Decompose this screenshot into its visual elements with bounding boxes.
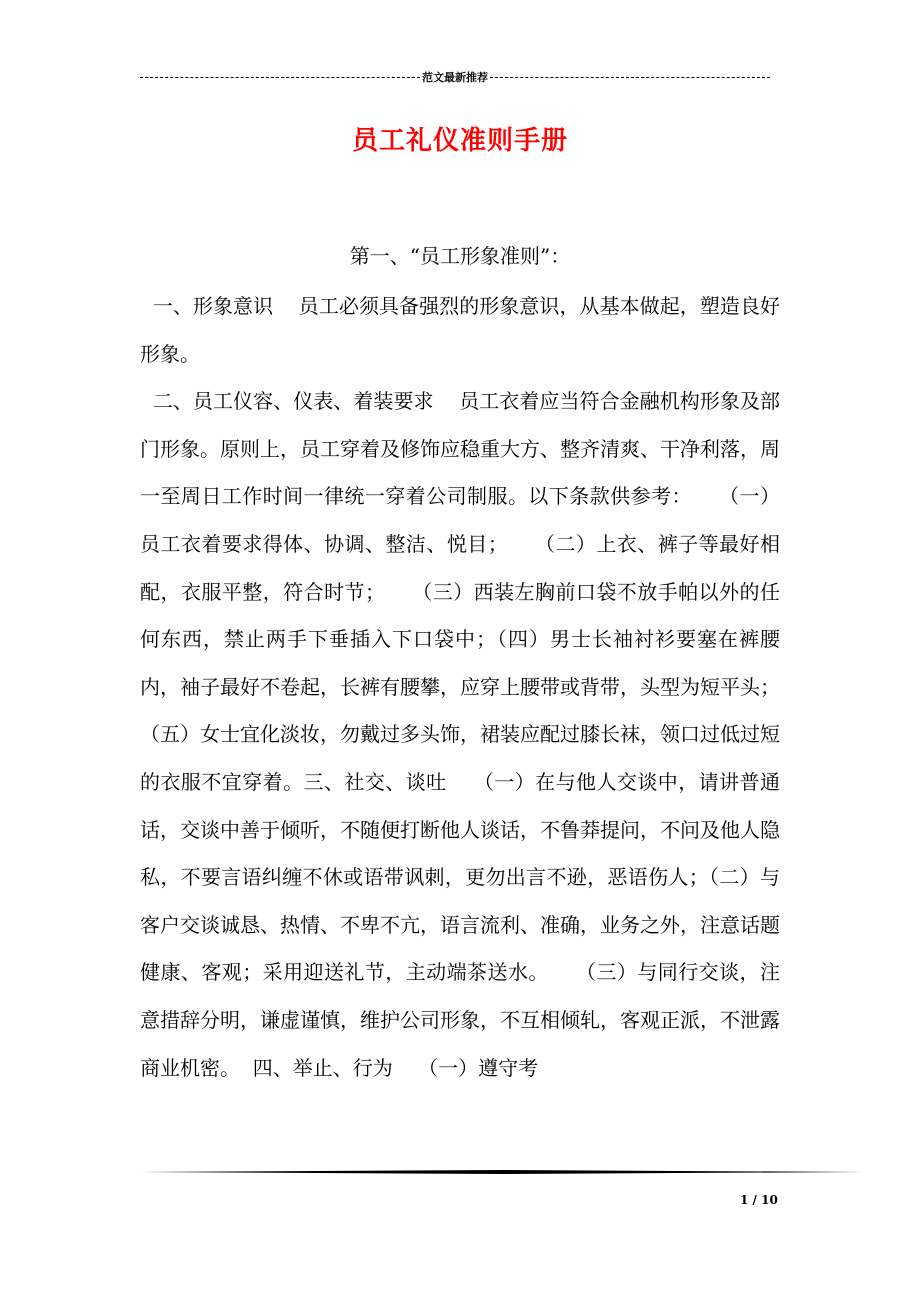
- header-dash-left: [140, 77, 420, 78]
- page-number: 1 / 10: [740, 1193, 778, 1207]
- page-header: [140, 68, 770, 86]
- section-heading: 第一、“员工形象准则”：: [349, 244, 571, 268]
- document-title: 员工礼仪准则手册: [351, 126, 568, 156]
- footer-rule: [140, 1170, 864, 1173]
- header-label: 范文最新推荐: [422, 71, 488, 84]
- header-dash-right: [490, 77, 770, 78]
- document-body: 一、形象意识 员工必须具备强烈的形象意识，从基本做起，塑造良好形象。 二、员工仪容、仪表、着装要求 员工衣着应当符合金融机构形象及部门形象。原则上，员工穿着及修饰应稳重大方、整齐清爽、干净利落，周一至周日工作时间一律统一穿着公司制服。以下条款供参考： （一）员工衣着要求得体、协调、整洁、悦目； （二）上衣、裤子等最好相配，衣服平整，符合时节； （三）西装左胸前口袋不放手帕以外的任何东西，禁止两手下垂插入下口袋中；（四）男士长袖衬衫要塞在裤腰内，袖子最好不卷起，长裤有腰攀，应穿上腰带或背带，头型为短平头； （五）女士宜化淡妆，勿戴过多头饰，裙装应配过膝长袜，领口过低过短的衣服不宜穿着。三、社交、谈吐 （一）在与他人交谈中，请讲普通话，交谈中善于倾听，不随便打断他人谈话，不鲁莽提问，不问及他人隐私，不要言语纠缠不休或语带讽刺，更勿出言不逊，恶语伤人；（二）与客户交谈诚恳、热情、不卑不亢，语言流利、准确，业务之外，注意话题健康、客观；采用迎送礼节，主动端茶送水。 （三）与同行交谈，注意措辞分明，谦虚谨慎，维护公司形象，不互相倾轧，客观正派，不泄露商业机密。 四、举止、行为 （一）遵守考: [140, 294, 780, 1080]
